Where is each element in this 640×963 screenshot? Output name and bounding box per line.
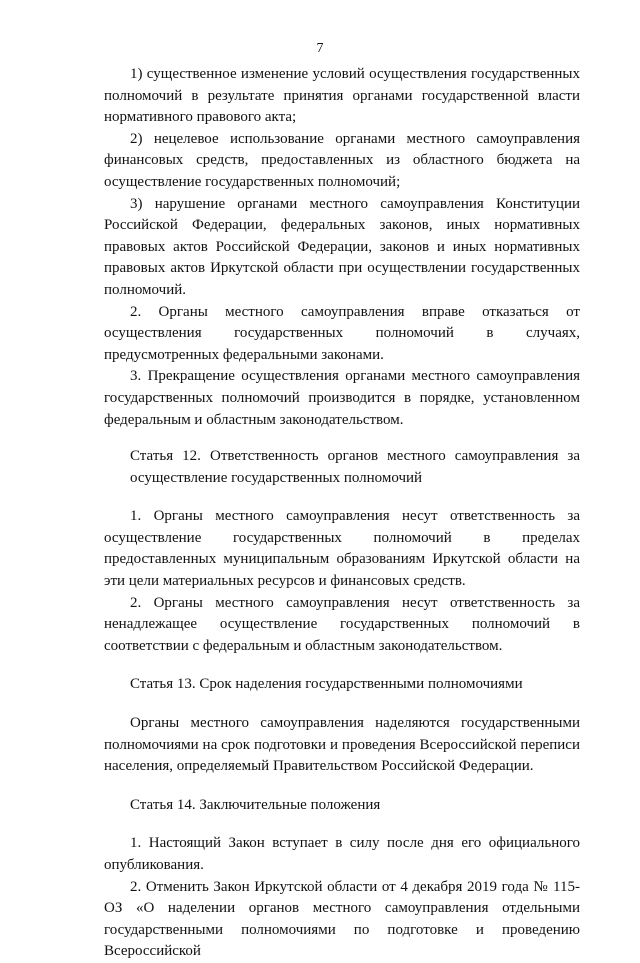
paragraph-item-2: 2. Органы местного самоуправления вправе отказаться от осуществления государственных полномочий в случаях, предусмотренных федеральными законами.: [104, 303, 580, 363]
paragraph-clause-2: 2) нецелевое использование органами местного самоуправления финансовых средств, предоставленных из областного бюджета на осуществление государственных полномочий;: [104, 130, 580, 190]
article-13-heading: Статья 13. Срок наделения государственными полномочиями: [130, 676, 523, 693]
article-12-paragraph-2: 2. Органы местного самоуправления несут ответственность за ненадлежащее осуществление государственных полномочий в соответствии с федеральным и областным законодательством.: [104, 594, 580, 654]
article-13-paragraph: Органы местного самоуправления наделяются государственными полномочиями на срок подготовки и проведения Всероссийской переписи населения, определяемый Правительством Российской Федерации.: [104, 715, 580, 775]
article-12-paragraph-1: 1. Органы местного самоуправления несут ответственность за осуществление государственных полномочий в пределах предоставленных муниципальным образованиям Иркутской области на эти цели материальных ресурсов и финансовых средств.: [104, 508, 580, 590]
article-12-heading: Статья 12. Ответственность органов местного самоуправления за осуществление государственных полномочий: [130, 448, 580, 486]
paragraph-clause-1: 1) существенное изменение условий осуществления государственных полномочий в результате принятия органами государственной власти нормативного правового акта;: [104, 66, 580, 126]
article-14-heading: Статья 14. Заключительные положения: [130, 796, 381, 813]
document-body: [104, 64, 580, 963]
paragraph-item-3: 3. Прекращение осуществления органами местного самоуправления государственных полномочий производится в порядке, установленном федеральным и областным законодательством.: [104, 368, 580, 428]
article-14-paragraph-2: 2. Отменить Закон Иркутской области от 4 декабря 2019 года № 115-ОЗ «О наделении органов местного самоуправления отдельными государственными полномочиями по подготовке и проведению Всероссийской: [104, 878, 580, 960]
paragraph-clause-3: 3) нарушение органами местного самоуправления Конституции Российской Федерации, федеральных законов, иных нормативных правовых актов Российской Федерации, законов и иных нормативных правовых актов Иркутской области при осуществлении государственных полномочий.: [104, 195, 580, 298]
article-14-paragraph-1: 1. Настоящий Закон вступает в силу после дня его официального опубликования.: [104, 835, 580, 873]
page-number: 7: [316, 41, 324, 56]
